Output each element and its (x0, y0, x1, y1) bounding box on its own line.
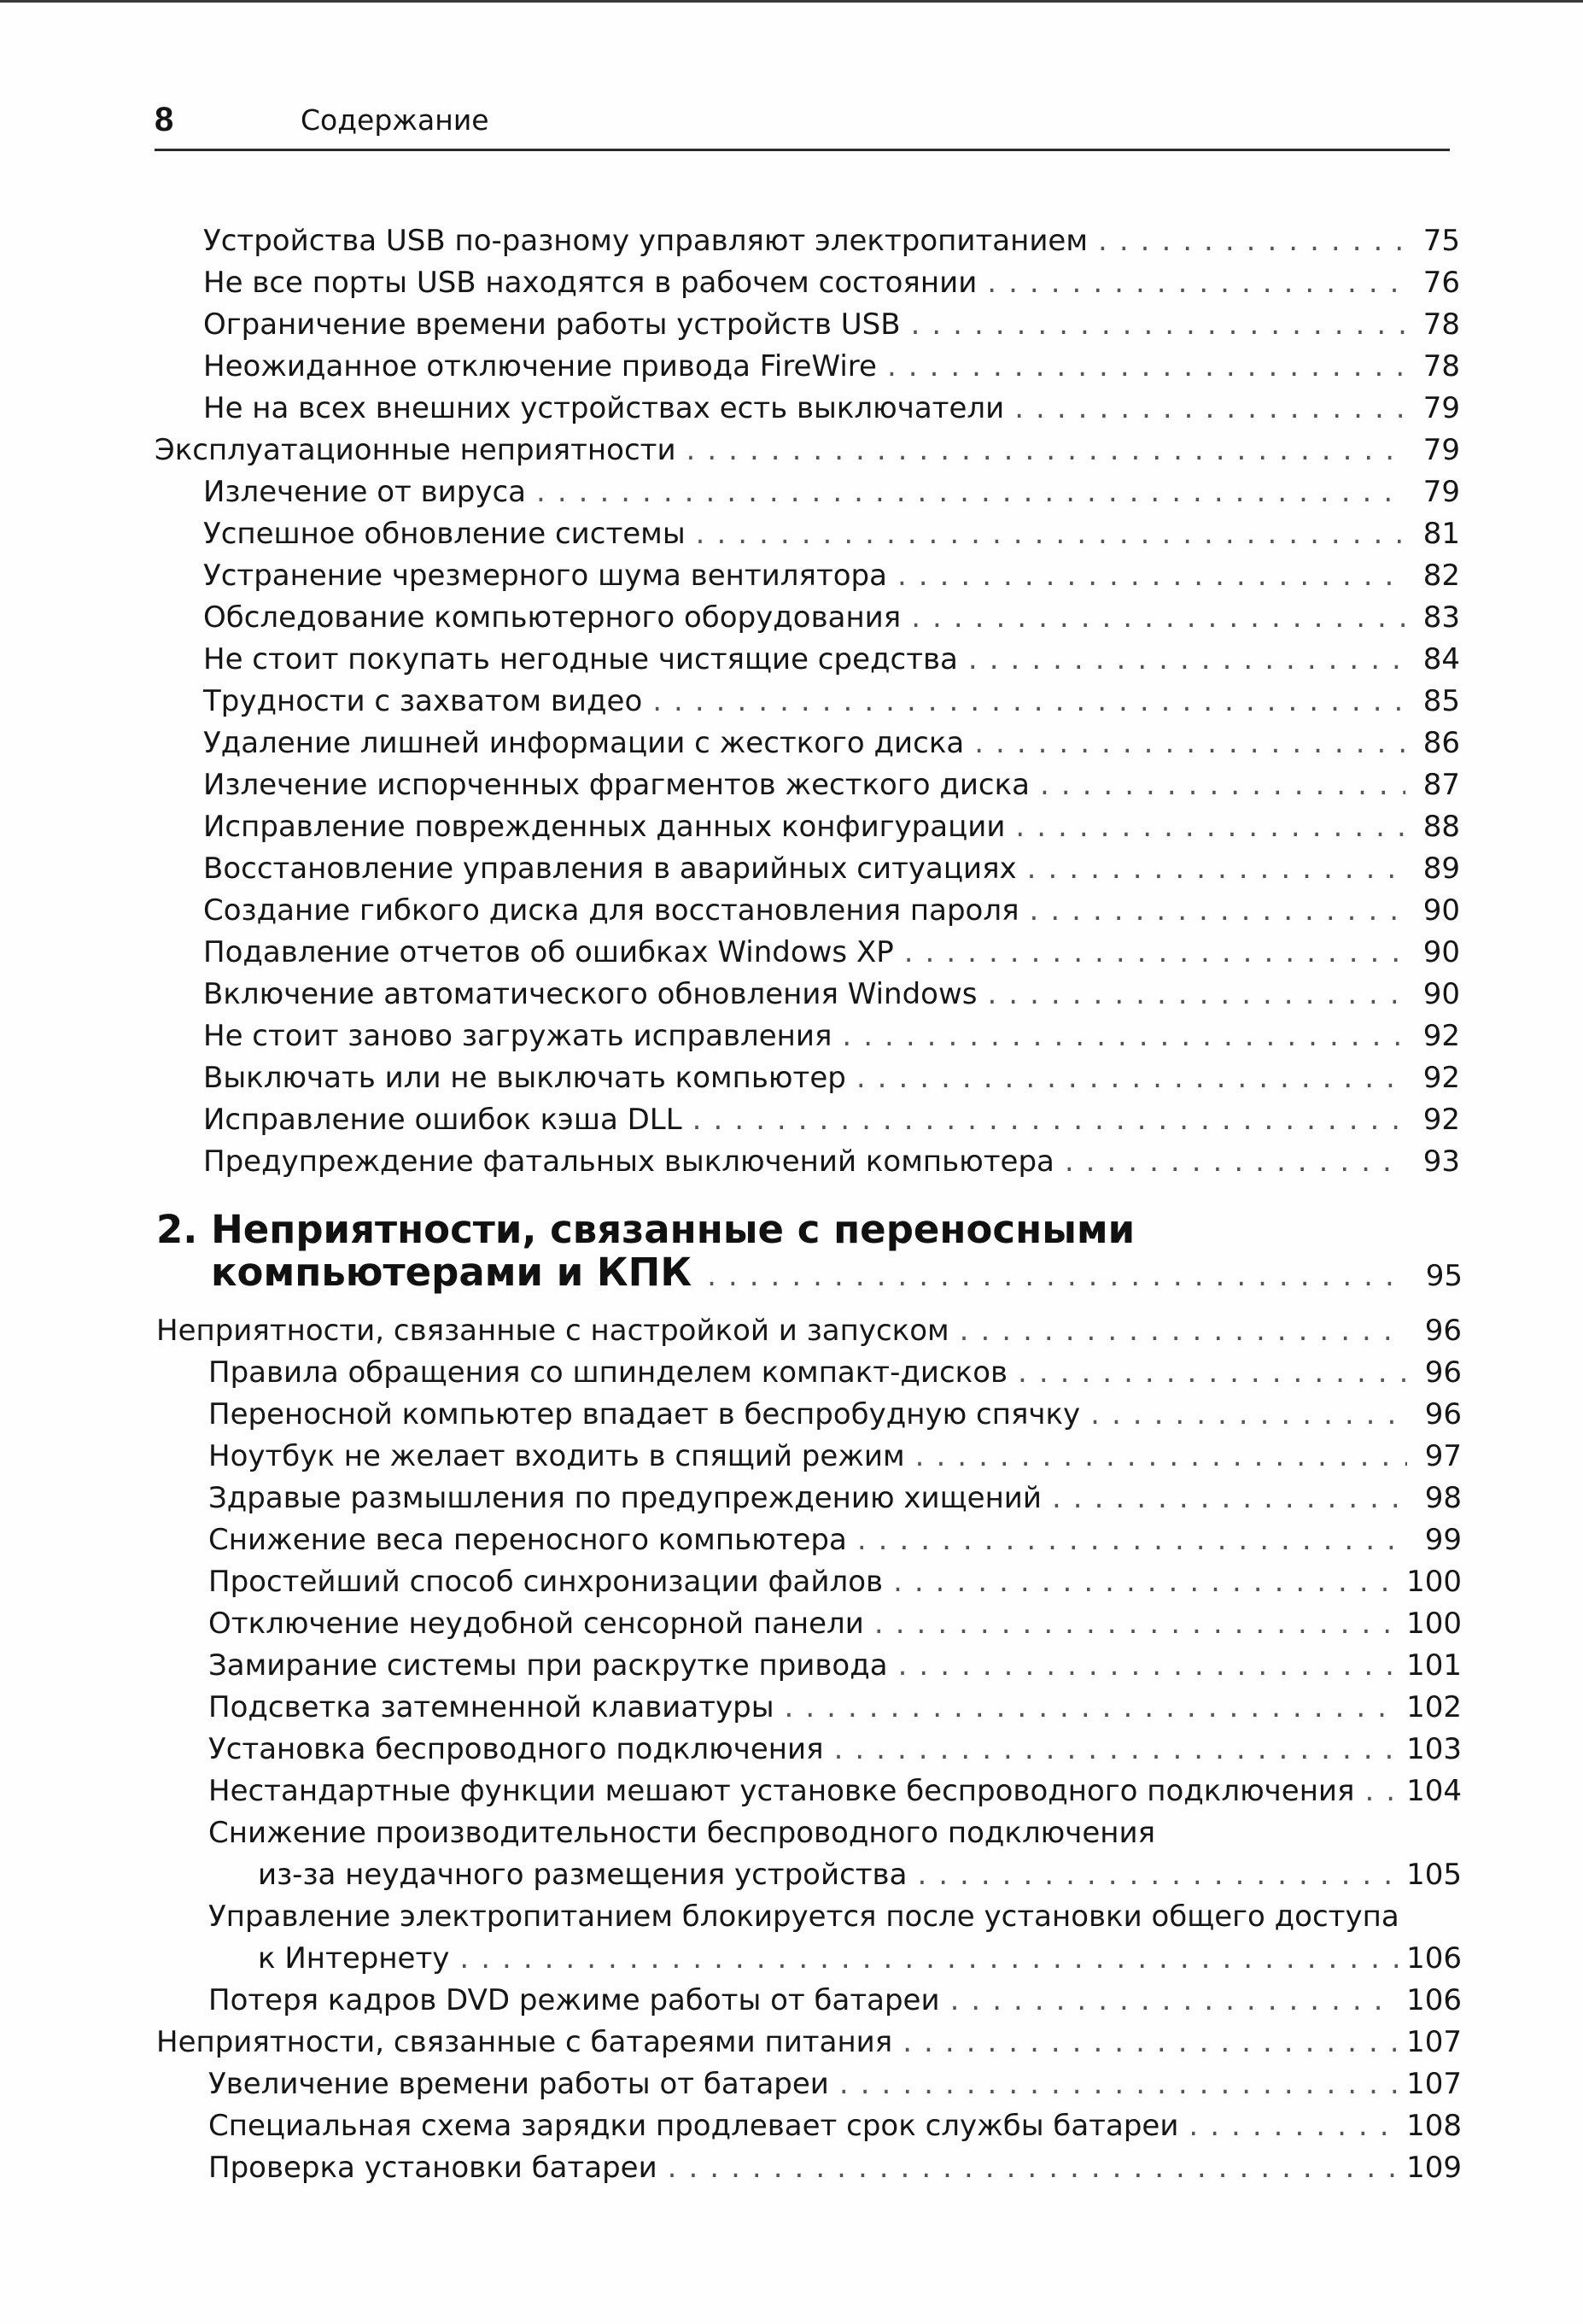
toc-entry-title: Трудности с захватом видео (203, 684, 643, 718)
dot-leader (893, 1563, 1398, 1601)
dot-leader (668, 2149, 1398, 2186)
dot-leader (1030, 892, 1405, 929)
dot-leader (915, 1437, 1407, 1475)
dot-leader (898, 1647, 1399, 1684)
toc-entry[interactable] (208, 1476, 1462, 1517)
toc-entry-wrapped-second-line[interactable] (258, 1936, 1462, 1977)
toc-entry-title: Выключать или не выключать компьютер (203, 1061, 846, 1095)
toc-entry[interactable] (203, 679, 1460, 720)
header-rule (155, 149, 1450, 151)
dot-leader (1364, 1772, 1398, 1810)
toc-entry[interactable] (203, 1014, 1460, 1055)
toc-entry-page: 78 (1422, 307, 1460, 342)
toc-entry-page: 103 (1406, 1732, 1462, 1766)
dot-leader (652, 682, 1405, 720)
toc-entry-page: 99 (1424, 1523, 1462, 1557)
dot-leader (834, 1730, 1399, 1768)
toc-entry-title: Неожиданное отключение привода FireWire (203, 349, 877, 383)
toc-entry[interactable] (203, 846, 1460, 887)
toc-section-entry[interactable] (156, 1308, 1462, 1349)
toc-entry-title: Предупреждение фатальных выключений компьютера (203, 1144, 1054, 1179)
dot-leader (839, 2065, 1398, 2103)
toc-entry[interactable] (208, 1769, 1462, 1810)
toc-entry-title: Подсветка затемненной клавиатуры (208, 1690, 774, 1724)
toc-entry-page: 105 (1406, 1858, 1462, 1892)
dot-leader (904, 934, 1405, 971)
header-title: Содержание (301, 103, 489, 137)
toc-entry-title: Простейший способ синхронизации файлов (208, 1565, 884, 1599)
toc-entry-page: 107 (1406, 2067, 1462, 2101)
dot-leader (842, 1017, 1405, 1055)
dot-leader (887, 348, 1405, 385)
toc-entry-page: 92 (1422, 1061, 1460, 1095)
dot-leader (917, 1856, 1398, 1894)
toc-entry-page: 109 (1406, 2151, 1462, 2185)
toc-entry-page: 104 (1406, 1774, 1462, 1808)
toc-entry-title: Неприятности, связанные с настройкой и запуском (156, 1314, 949, 1348)
dot-leader (950, 1982, 1399, 2019)
toc-entry-page: 93 (1422, 1144, 1460, 1179)
dot-leader (987, 264, 1405, 301)
chapter-heading-title: компьютерами и КПК (211, 1250, 692, 1295)
toc-entry-title: Замирание системы при раскрутке привода (208, 1648, 888, 1683)
toc-entry-title: Установка беспроводного подключения (208, 1732, 824, 1766)
toc-entry-page: 79 (1422, 433, 1460, 467)
toc-entry-page: 75 (1422, 224, 1460, 258)
toc-entry-page: 82 (1422, 559, 1460, 593)
toc-entry-title: Отключение неудобной сенсорной панели (208, 1607, 864, 1641)
toc-entry-title: Успешное обновление системы (203, 517, 686, 551)
toc-entry-title: Снижение производительности беспроводного подключения (208, 1816, 1156, 1850)
toc-entry[interactable] (203, 344, 1460, 385)
dot-leader (897, 557, 1405, 594)
dot-leader (857, 1521, 1407, 1559)
toc-entry-page: 97 (1424, 1439, 1462, 1473)
dot-leader (911, 306, 1405, 343)
toc-entry[interactable] (203, 637, 1460, 678)
toc-entry-wrapped-first-line[interactable] (208, 1894, 1462, 1935)
toc-entry-page: 100 (1406, 1607, 1462, 1641)
toc-entry[interactable] (203, 595, 1460, 636)
toc-entry-title: Не стоит заново загружать исправления (203, 1019, 832, 1053)
toc-entry[interactable] (203, 470, 1460, 511)
toc-entry[interactable] (208, 2145, 1462, 2186)
toc-entry[interactable] (208, 1392, 1462, 1433)
toc-entry-page: 92 (1422, 1019, 1460, 1053)
toc-entry[interactable] (203, 512, 1460, 553)
toc-entry[interactable] (208, 1601, 1462, 1642)
toc-section-entry[interactable] (155, 428, 1460, 469)
toc-entry-title: Правила обращения со шпинделем компакт-дисков (208, 1355, 1008, 1390)
toc-entry[interactable] (203, 763, 1460, 804)
toc-entry-page: 98 (1424, 1481, 1462, 1515)
dot-leader (696, 515, 1405, 553)
toc-entry-page: 83 (1422, 600, 1460, 635)
toc-entry[interactable] (203, 386, 1460, 427)
dot-leader (692, 1101, 1405, 1139)
toc-entry-page: 106 (1406, 1983, 1462, 2017)
toc-entry-page: 79 (1422, 475, 1460, 509)
toc-entry[interactable] (208, 1978, 1462, 2019)
toc-entry[interactable] (208, 1518, 1462, 1559)
dot-leader (988, 975, 1406, 1013)
toc-entry-title: Излечение испорченных фрагментов жесткого диска (203, 768, 1030, 802)
toc-entry-title: Исправление поврежденных данных конфигурации (203, 810, 1006, 844)
toc-entry-page: 79 (1422, 391, 1460, 425)
page-number: 8 (155, 101, 174, 138)
toc-entry-page: 89 (1422, 852, 1460, 886)
toc-entry-title: Обследование компьютерного оборудования (203, 600, 902, 635)
dot-leader (1098, 222, 1405, 260)
dot-leader (686, 431, 1405, 469)
toc-entry-page: 78 (1422, 349, 1460, 383)
dot-leader (1018, 1354, 1407, 1391)
dot-leader (911, 599, 1405, 636)
dot-leader (459, 1940, 1398, 1977)
dot-leader (974, 724, 1405, 762)
toc-entry-page: 90 (1422, 893, 1460, 928)
dot-leader (1015, 808, 1405, 846)
toc-entry[interactable] (208, 1643, 1462, 1684)
toc-entry-page: 107 (1406, 2025, 1462, 2059)
toc-entry-page: 90 (1422, 935, 1460, 969)
dot-leader (902, 2023, 1398, 2061)
chapter-page: 95 (1425, 1259, 1463, 1293)
toc-entry[interactable] (203, 553, 1460, 594)
toc-entry[interactable] (203, 1056, 1460, 1097)
toc-entry[interactable] (208, 2062, 1462, 2103)
toc-entry-title: Излечение от вируса (203, 475, 527, 509)
toc-entry-page: 90 (1422, 977, 1460, 1011)
toc-entry[interactable] (208, 1727, 1462, 1768)
toc-entry-page: 85 (1422, 684, 1460, 718)
dot-leader (960, 1312, 1407, 1349)
toc-entry[interactable] (203, 930, 1460, 971)
dot-leader (968, 641, 1405, 678)
dot-leader (536, 473, 1405, 511)
toc-entry[interactable] (203, 1098, 1460, 1139)
toc-section-entry[interactable] (156, 2020, 1462, 2061)
toc-entry[interactable] (203, 721, 1460, 762)
toc-entry-page: 96 (1424, 1355, 1462, 1390)
toc-entry[interactable] (203, 1139, 1460, 1180)
toc-entry-page: 87 (1422, 768, 1460, 802)
dot-leader (707, 1257, 1408, 1295)
dot-leader (1027, 850, 1405, 887)
toc-entry-title: из-за неудачного размещения устройства (258, 1858, 908, 1892)
dot-leader (856, 1059, 1405, 1097)
toc-entry-title: Снижение веса переносного компьютера (208, 1523, 847, 1557)
dot-leader (1065, 1143, 1405, 1180)
toc-entry-title: Эксплуатационные неприятности (155, 433, 676, 467)
toc-entry-title: Проверка установки батареи (208, 2151, 657, 2185)
toc-entry-page: 76 (1422, 266, 1460, 300)
dot-leader (1014, 389, 1405, 427)
dot-leader (785, 1689, 1399, 1726)
toc-entry[interactable] (203, 805, 1460, 846)
toc-entry-title: к Интернету (258, 1941, 450, 1976)
toc-entry[interactable] (203, 302, 1460, 343)
toc-entry-title: Специальная схема зарядки продлевает срок службы батареи (208, 2109, 1179, 2143)
toc-entry-page: 102 (1406, 1690, 1462, 1724)
toc-entry-title: Неприятности, связанные с батареями питания (156, 2025, 893, 2059)
toc-entry-title: Ограничение времени работы устройств USB (203, 307, 901, 342)
running-header (155, 96, 1450, 150)
toc-entry-title: Нестандартные функции мешают установке беспроводного подключения (208, 1774, 1355, 1808)
toc-entry-page: 101 (1406, 1648, 1462, 1683)
toc-entry[interactable] (208, 2104, 1462, 2145)
toc-entry[interactable] (208, 1434, 1462, 1475)
toc-entry-wrapped-second-line[interactable] (258, 1853, 1462, 1894)
toc-entry-title: Удаление лишней информации с жесткого диска (203, 726, 965, 760)
toc-entry[interactable] (203, 219, 1460, 260)
toc-entry[interactable] (208, 1685, 1462, 1726)
toc-entry-title: Восстановление управления в аварийных ситуациях (203, 852, 1017, 886)
toc-entry-title: Здравые размышления по предупреждению хищений (208, 1481, 1042, 1515)
toc-entry-page: 96 (1424, 1314, 1462, 1348)
toc-entry-page: 84 (1422, 642, 1460, 676)
toc-entry[interactable] (203, 260, 1460, 301)
chapter-heading-line1[interactable]: 2. Неприятности, связанные с переносными (156, 1207, 1136, 1252)
toc-entry-title: Устройства USB по-разному управляют электропитанием (203, 224, 1089, 258)
toc-entry-title: Переносной компьютер впадает в беспробудную спячку (208, 1397, 1081, 1431)
toc-entry-page: 86 (1422, 726, 1460, 760)
toc-entry-title: Ноутбук не желает входить в спящий режим (208, 1439, 905, 1473)
toc-entry[interactable] (208, 1350, 1462, 1391)
toc-entry-page: 92 (1422, 1103, 1460, 1137)
toc-entry-title: Включение автоматического обновления Windows (203, 977, 978, 1011)
toc-entry[interactable] (208, 1560, 1462, 1601)
toc-entry-title: Не все порты USB находятся в рабочем состоянии (203, 266, 978, 300)
toc-entry-title: Не на всех внешних устройствах есть выключатели (203, 391, 1005, 425)
toc-entry-title: Не стоит покупать негодные чистящие средства (203, 642, 958, 676)
toc-entry[interactable] (203, 888, 1460, 929)
toc-entry-title: Подавление отчетов об ошибках Windows XP (203, 935, 894, 969)
toc-entry-title: Увеличение времени работы от батареи (208, 2067, 829, 2101)
dot-leader (874, 1605, 1398, 1642)
chapter-heading-line2[interactable] (156, 1247, 1463, 1295)
dot-leader (1040, 766, 1405, 804)
toc-entry-page: 81 (1422, 517, 1460, 551)
toc-entry-page: 106 (1406, 1941, 1462, 1976)
page-top-edge (0, 0, 1583, 3)
toc-entry[interactable] (203, 972, 1460, 1013)
dot-leader (1090, 1396, 1407, 1433)
toc-entry-page: 100 (1406, 1565, 1462, 1599)
toc-entry-title: Потеря кадров DVD режиме работы от батареи (208, 1983, 940, 2017)
toc-entry-page: 88 (1422, 810, 1460, 844)
dot-leader (1189, 2107, 1398, 2145)
toc-entry-wrapped-first-line[interactable] (208, 1811, 1462, 1852)
toc-entry-page: 108 (1406, 2109, 1462, 2143)
toc-entry-title: Устранение чрезмерного шума вентилятора (203, 559, 887, 593)
toc-entry-title: Управление электропитанием блокируется после установки общего доступа (208, 1900, 1399, 1934)
toc-entry-page: 96 (1424, 1397, 1462, 1431)
toc-entry-title: Создание гибкого диска для восстановления пароля (203, 893, 1019, 928)
toc-entry-title: Исправление ошибок кэша DLL (203, 1103, 682, 1137)
dot-leader (1052, 1479, 1407, 1517)
